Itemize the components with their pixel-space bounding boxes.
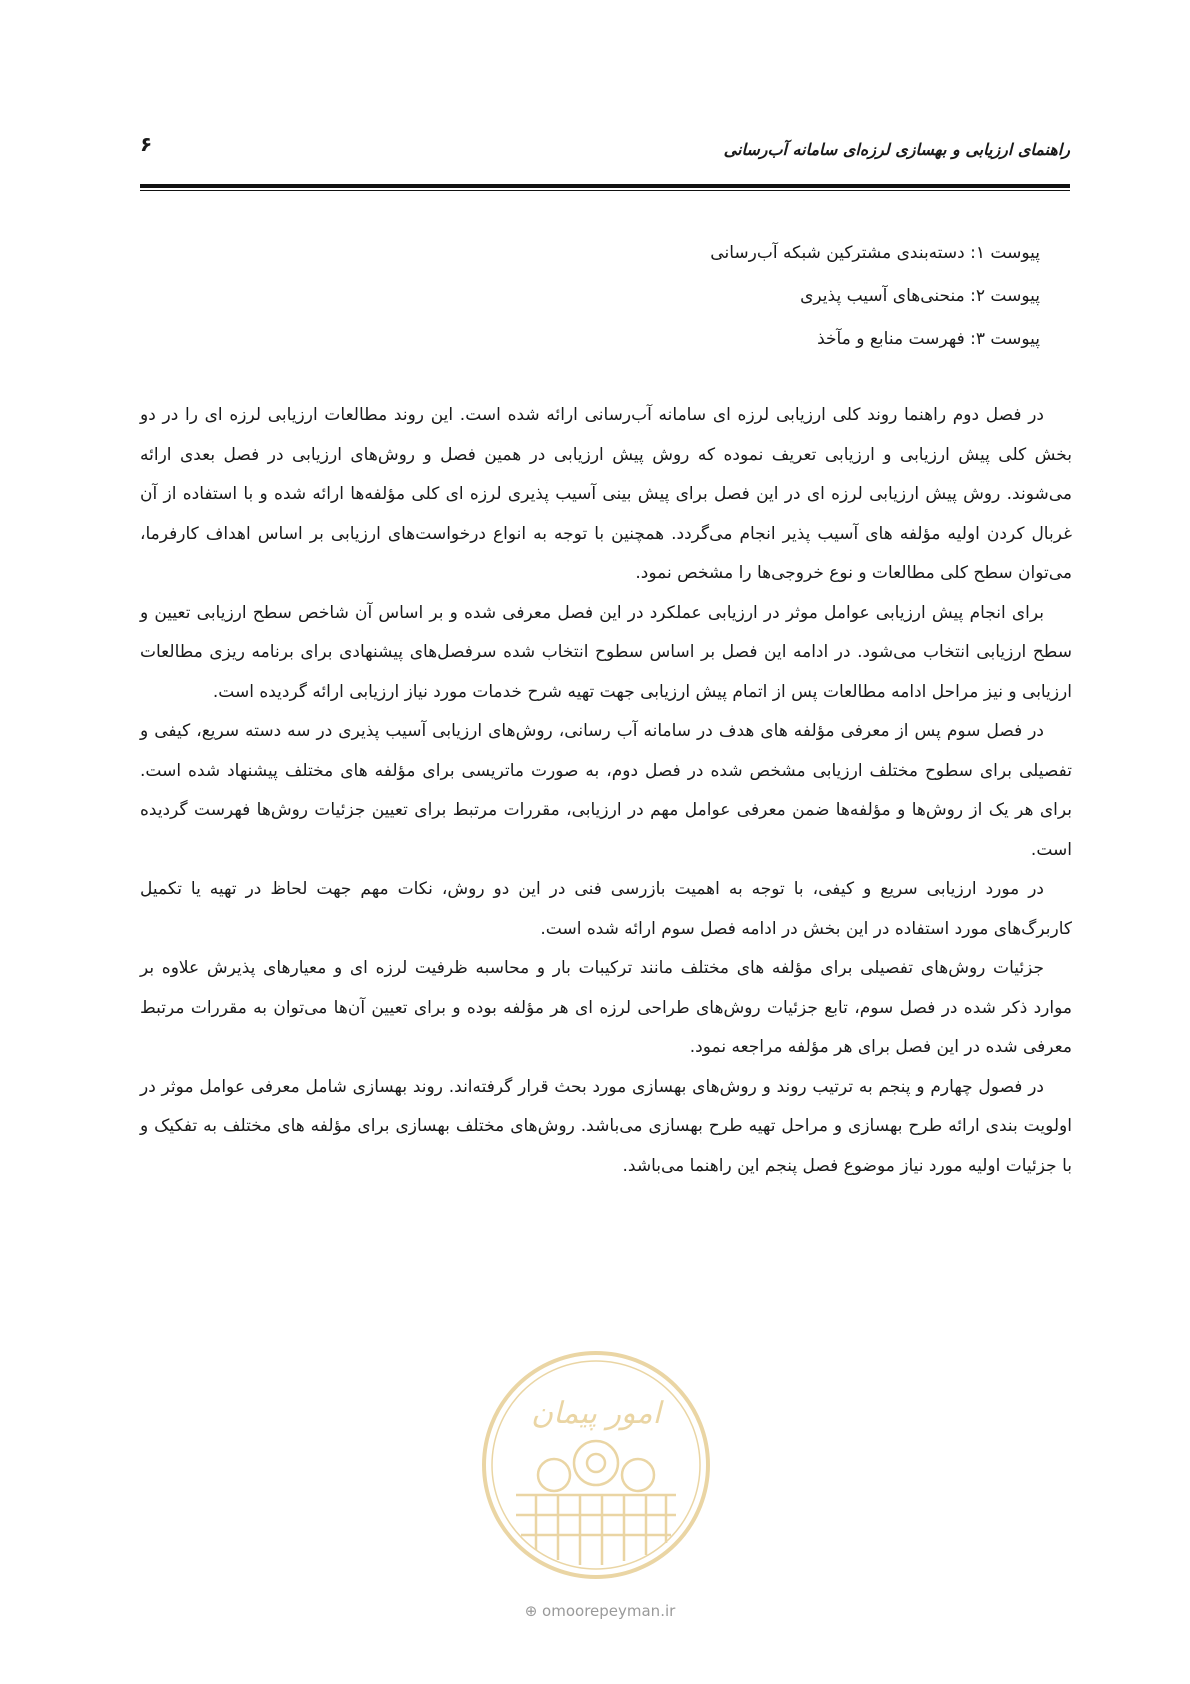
paragraph: جزئیات روش‌های تفصیلی برای مؤلفه های مختلف مانند ترکیبات بار و محاسبه ظرفیت لرزه ای و معیارهای پذیرش علاوه بر موارد ذکر شده در فصل سوم، تابع جزئیات روش‌های طراحی لرزه ای هر مؤلفه بوده و برای تعیین آن‌ها می‌توان به مقررات مرتبط معرفی شده در این فصل برای هر مؤلفه مراجعه نمود.: [140, 958, 1072, 1057]
appendix-item: پیوست ۲: منحنی‌های آسیب پذیری: [800, 286, 1040, 306]
paragraph: در مورد ارزیابی سریع و کیفی، با توجه به اهمیت بازرسی فنی در این دو روش، نکات مهم جهت لحاظ در تهیه یا تکمیل کاربرگ‌های مورد استفاده در این بخش در ادامه فصل سوم ارائه شده است.: [140, 879, 1072, 939]
url-text: omoorepeyman.ir: [542, 1602, 676, 1620]
appendix-list: [140, 232, 1040, 361]
watermark-seal: [476, 1345, 716, 1585]
body-text: [140, 396, 1072, 1186]
seal-text: امور پیمان: [531, 1396, 661, 1431]
running-title: راهنمای ارزیابی و بهسازی لرزه‌ای سامانه آب‌رسانی: [723, 140, 1070, 159]
paragraph: برای انجام پیش ارزیابی عوامل موثر در ارزیابی عملکرد در این فصل معرفی شده و بر اساس آن شاخص سطح ارزیابی تعیین و سطح ارزیابی انتخاب می‌شود. در ادامه این فصل بر اساس سطوح انتخاب شده سرفصل‌های پیشنهادی برای برنامه ریزی مطالعات ارزیابی و نیز مراحل ادامه مطالعات پس از اتمام پیش ارزیابی جهت تهیه شرح خدمات مورد نیاز ارزیابی ارائه گردیده است.: [140, 602, 1072, 702]
appendix-item: پیوست ۳: فهرست منابع و مآخذ: [817, 329, 1040, 349]
globe-icon: ⊕: [524, 1602, 538, 1620]
appendix-item: پیوست ۱: دسته‌بندی مشترکین شبکه آب‌رسانی: [710, 243, 1040, 263]
paragraph: در فصل دوم راهنما روند کلی ارزیابی لرزه ای سامانه آب‌رسانی ارائه شده است. این روند مطالعات ارزیابی لرزه ای را در دو بخش کلی پیش ارزیابی و ارزیابی تعریف نموده که روش پیش ارزیابی در همین فصل و روش‌های ارزیابی در فصل بعدی ارائه می‌شوند. روش پیش ارزیابی لرزه ای در این فصل برای پیش بینی آسیب پذیری لرزه ای کلی مؤلفه‌ها ارائه شده و با استفاده از آن غربال کردن اولیه مؤلفه های آسیب پذیر انجام می‌گردد. همچنین با توجه به انواع درخواست‌های ارزیابی بر اساس اهداف کارفرما، می‌توان سطح کلی مطالعات و نوع خروجی‌ها را مشخص نمود.: [140, 405, 1072, 583]
page-header: [140, 132, 1070, 168]
page-number: ۶: [140, 132, 153, 156]
header-rule-thin: [140, 190, 1070, 191]
paragraph: در فصل سوم پس از معرفی مؤلفه های هدف در سامانه آب رسانی، روش‌های ارزیابی آسیب پذیری در سه دسته سریع، کیفی و تفصیلی برای سطوح مختلف ارزیابی مشخص شده در فصل دوم، به صورت ماتریسی برای مؤلفه های مختلف پیشنهاد شده است. برای هر یک از روش‌ها و مؤلفه‌ها ضمن معرفی عوامل مهم در ارزیابی، مقررات مرتبط برای تعیین جزئیات روش‌ها فهرست گردیده است.: [140, 721, 1072, 860]
paragraph: در فصول چهارم و پنجم به ترتیب روند و روش‌های بهسازی مورد بحث قرار گرفته‌اند. روند بهسازی شامل معرفی عوامل موثر در اولویت بندی ارائه طرح بهسازی و مراحل تهیه طرح بهسازی می‌باشد. روش‌های مختلف بهسازی برای مؤلفه های مختلف به تفکیک و با جزئیات اولیه مورد نیاز موضوع فصل پنجم این راهنما می‌باشد.: [140, 1076, 1072, 1176]
header-rule-thick: [140, 184, 1070, 188]
watermark-url: [505, 1602, 695, 1620]
